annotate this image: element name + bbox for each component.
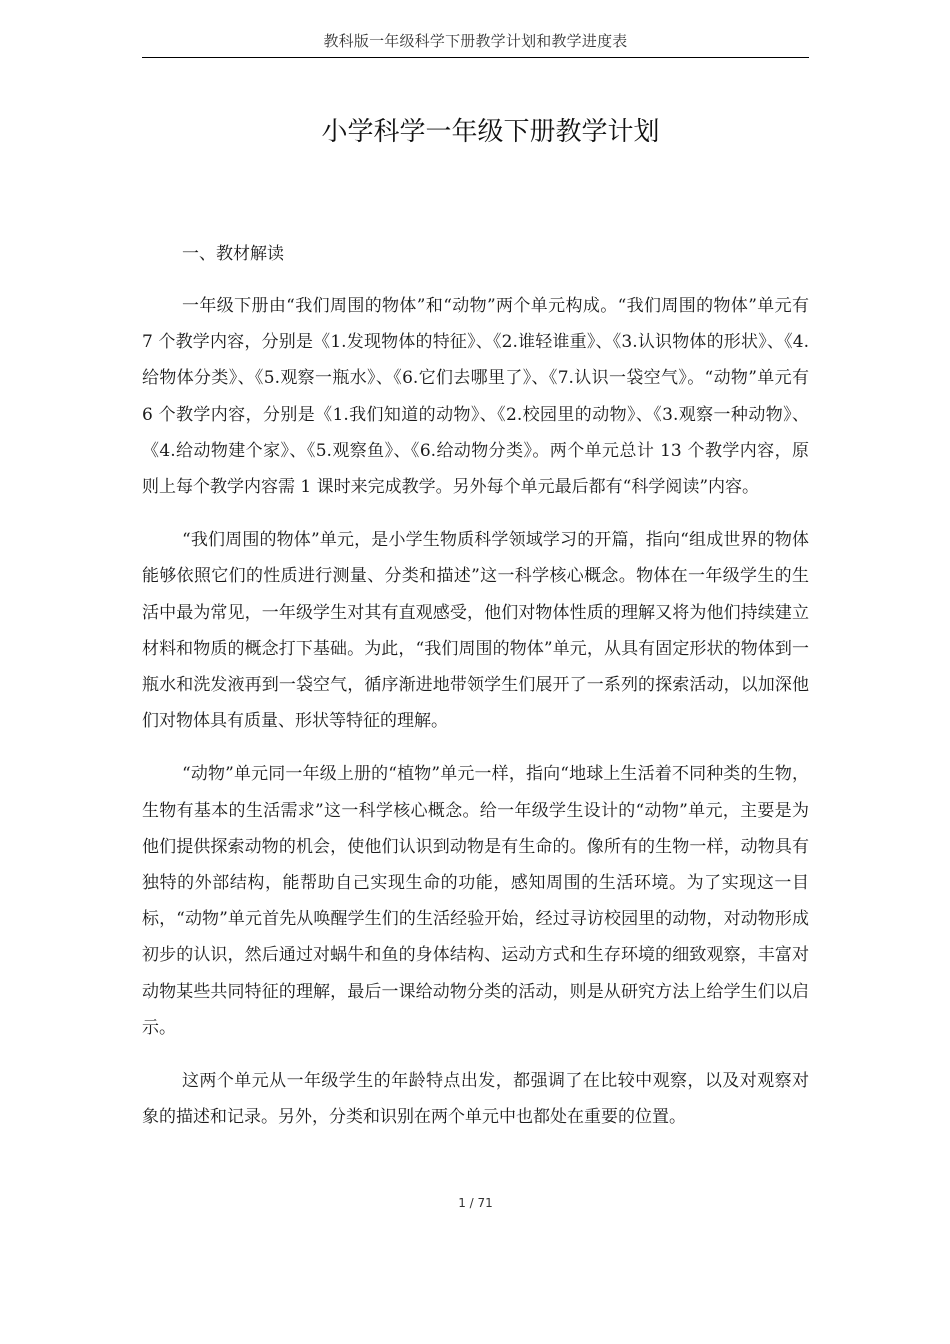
paragraph-4: 这两个单元从一年级学生的年龄特点出发，都强调了在比较中观察，以及对观察对象的描述和记录。另外，分类和识别在两个单元中也都处在重要的位置。: [142, 1071, 809, 1128]
running-header: 教科版一年级科学下册教学计划和教学进度表: [323, 32, 628, 50]
paragraph-2: “我们周围的物体”单元，是小学生物质科学领域学习的开篇，指向“组成世界的物体能够依照它们的性质进行测量、分类和描述”这一科学核心概念。物体在一年级学生的生活中最为常见，一年级学生对其有直观感受，他们对物体性质的理解又将为他们持续建立材料和物质的概念打下基础。为此，“我们周围的物体”单元，从具有固定形状的物体到一瓶水和洗发液再到一袋空气，循序渐进地带领学生们展开了一系列的探索活动，以加深他们对物体具有质量、形状等特征的理解。: [142, 530, 809, 732]
page-number: 1 / 71: [458, 1196, 493, 1210]
document-title: 小学科学一年级下册教学计划: [321, 117, 660, 147]
header-divider: [142, 57, 809, 58]
paragraph-1: 一年级下册由“我们周围的物体”和“动物”两个单元构成。“我们周围的物体”单元有 7 个教学内容，分别是《1.发现物体的特征》、《2.谁轻谁重》、《3.认识物体的形状》、《4.给物体分类》、《5.观察一瓶水》、《6.它们去哪里了》、《7.认识一袋空气》。“动物”单元有 6 个教学内容，分别是《1.我们知道的动物》、《2.校园里的动物》、《3.观察一种动物》、《4.给动物建个家》、《5.观察鱼》、《6.给动物分类》。两个单元总计 13 个教学内容，原则上每个教学内容需 1 课时来完成教学。另外每个单元最后都有“科学阅读”内容。: [142, 296, 809, 498]
body-text: [142, 288, 809, 1152]
paragraph-3: “动物”单元同一年级上册的“植物”单元一样，指向“地球上生活着不同种类的生物，生物有基本的生活需求”这一科学核心概念。给一年级学生设计的“动物”单元，主要是为他们提供探索动物的机会，使他们认识到动物是有生命的。像所有的生物一样，动物具有独特的外部结构，能帮助自己实现生命的功能，感知周围的生活环境。为了实现这一目标，“动物”单元首先从唤醒学生们的生活经验开始，经过寻访校园里的动物，对动物形成初步的认识，然后通过对蜗牛和鱼的身体结构、运动方式和生存环境的细致观察，丰富对动物某些共同特征的理解，最后一课给动物分类的活动，则是从研究方法上给学生们以启示。: [142, 764, 809, 1038]
section-heading: 一、教材解读: [182, 244, 284, 264]
